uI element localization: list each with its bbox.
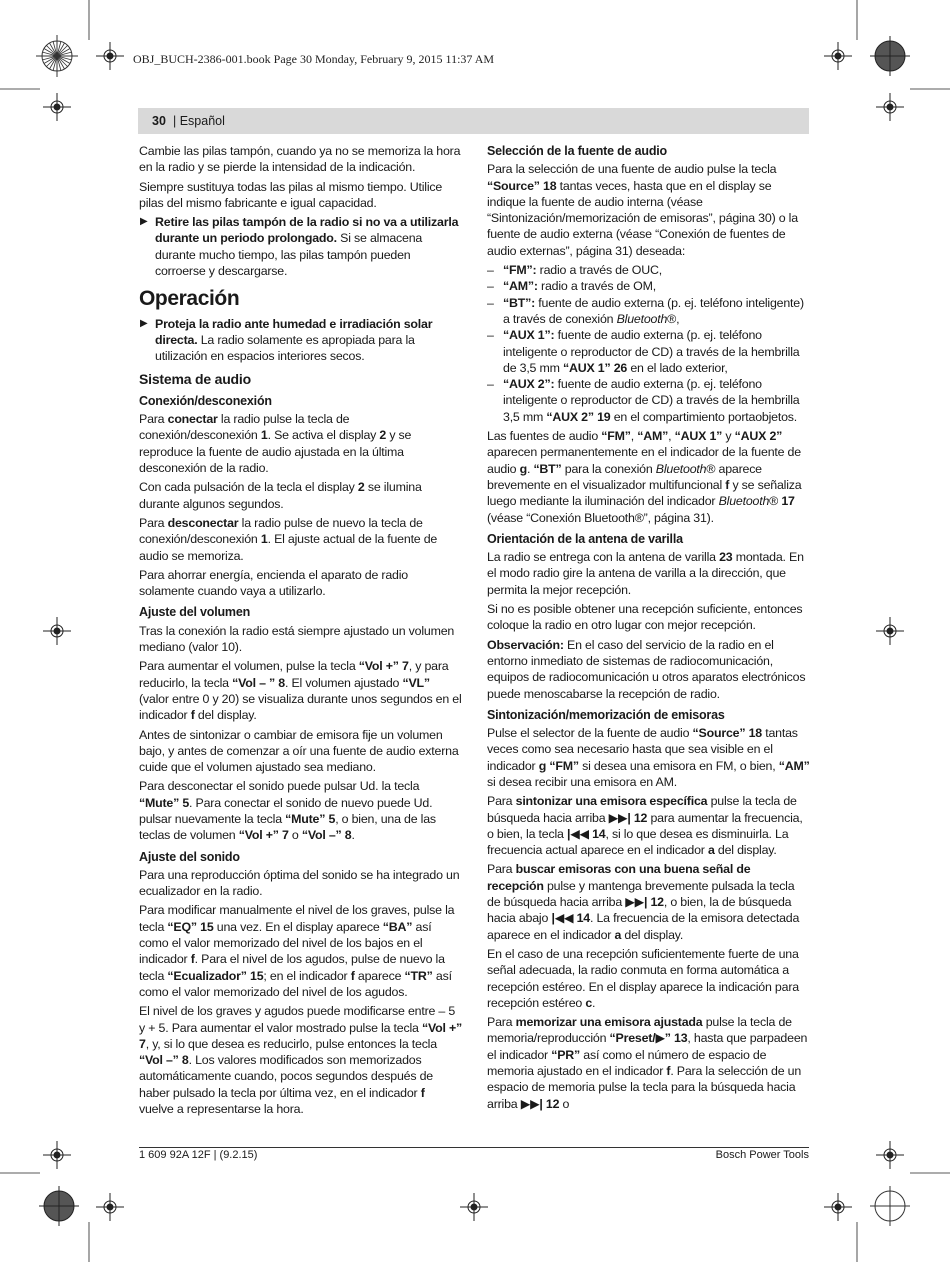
paragraph: Cambie las pilas tampón, cuando ya no se memoriza la hora en la radio y se pierde la intensidad de la indicación.	[139, 144, 461, 175]
paragraph: Para desconectar la radio pulse de nuevo la tecla de conexión/desconexión 1. El ajuste actual de la fuente de audio se memoriza.	[139, 515, 438, 563]
paragraph: Para ahorrar energía, encienda el aparato de radio solamente cuando vaya a utilizarlo.	[139, 567, 408, 599]
paragraph: Antes de sintonizar o cambiar de emisora fije un volumen bajo, y antes de comenzar a oír una fuente de audio externa cuide que el volumen ajustado sea mediano.	[139, 727, 459, 775]
warning-item	[139, 316, 462, 365]
list-item: – “AUX 1”: fuente de audio externa (p. ej. teléfono inteligente o reproductor de CD) a través de la hembrilla de 3,5 mm “AUX 1” 26 en el lado exterior,	[487, 328, 800, 375]
registration-rosette	[870, 1186, 910, 1226]
print-slug: OBJ_BUCH-2386-001.book Page 30 Monday, February 9, 2015 11:37 AM	[133, 52, 495, 66]
footer-brand: Bosch Power Tools	[715, 1149, 809, 1161]
topic-heading: Conexión/desconexión	[139, 393, 272, 408]
triangle-bullet-icon: ▶	[140, 216, 148, 228]
list-item: – “AUX 2”: fuente de audio externa (p. ej. teléfono inteligente o reproductor de CD) a través de la hembrilla 3,5 mm “AUX 2” 19 en el compartimiento portaobjetos.	[487, 377, 800, 424]
topic-heading: Sintonización/memorización de emisoras	[487, 707, 725, 722]
subsection-heading: Sistema de audio	[139, 370, 251, 387]
paragraph: En el caso de una recepción suficientemente fuerte de una señal adecuada, la radio conmuta en forma automática a recepción estéreo. En el display aparece la indicación para recepción estéreo c.	[487, 946, 799, 1010]
paragraph: Siempre sustituya todas las pilas al mismo tiempo. Utilice pilas del mismo fabricante e igual capacidad.	[139, 179, 443, 210]
paragraph: Para una reproducción óptima del sonido se ha integrado un ecualizador en la radio.	[139, 867, 460, 899]
paragraph: El nivel de los graves y agudos puede modificarse entre – 5 y + 5. Para aumentar el valor mostrado pulse la tecla “Vol +” 7, y, si lo que desea es reducirlo, pulse entonces la tecla “Vol –” 8. Los valores modificados son memorizados automáticamente cuando, pocos segundos después de haber pulsado la tecla por última vez, en el indicador f vuelve a representarse la hora.	[139, 1004, 462, 1117]
paragraph: Si no es posible obtener una recepción suficiente, entonces coloque la radio en otro lugar con mejor recepción.	[487, 602, 803, 633]
section-language: | Español	[173, 114, 225, 128]
warning-item	[139, 214, 462, 279]
warning-bold: Retire las pilas tampón de la radio si no va a utilizarla durante un periodo prolongado.	[155, 215, 459, 246]
registration-rosette	[36, 35, 78, 77]
page-header	[138, 108, 809, 134]
paragraph: Las fuentes de audio “FM”, “AM”, “AUX 1” y “AUX 2” aparecen permanentemente en el indicador de la fuente de audio g. “BT” para la conexión Bluetooth® aparece brevemente en el visualizador multifuncional f y se señaliza luego mediante la iluminación del indicador Bluetooth® 17 (véase “Conexión Bluetooth®”, página 31).	[487, 429, 802, 525]
triangle-bullet-icon: ▶	[140, 317, 148, 329]
warning-text: La radio solamente es apropiada para la utilización en espacios interiores secos.	[155, 332, 415, 364]
paragraph: Para desconectar el sonido puede pulsar Ud. la tecla “Mute” 5. Para conectar el sonido de nuevo puede Ud. pulsar nuevamente la tecla “Mute” 5, o bien, una de las teclas de volumen “Vol +” 7 o “Vol –” 8.	[139, 779, 436, 843]
footer-doc-number: 1 609 92A 12F | (9.2.15)	[139, 1149, 258, 1161]
registration-rosette	[39, 1186, 79, 1226]
paragraph: La radio se entrega con la antena de varilla 23 montada. En el modo radio gire la antena de varilla a la dirección, que permita la mejor recepción.	[487, 550, 804, 597]
paragraph: Observación: En el caso del servicio de la radio en el entorno inmediato de sistemas de radiocomunicación, equipos de radiocomunicación u otros aparatos electrónicos puede menoscabarse la recepción de radio.	[487, 637, 806, 701]
paragraph: Pulse el selector de la fuente de audio “Source” 18 tantas veces como sea necesario hasta que sea visible en el indicador g “FM” si desea una emisora en FM, o bien, “AM” si desea recibir una emisora en AM.	[487, 726, 810, 789]
list-item: – “FM”: radio a través de OUC,	[487, 263, 662, 278]
paragraph: Para aumentar el volumen, pulse la tecla “Vol +” 7, y para reducirlo, la tecla “Vol – ” 8. El volumen ajustado “VL” (valor entre 0 y 20) se visualiza durante unos segundos en el indicador f del display.	[139, 659, 462, 723]
list-item: – “AM”: radio a través de OM,	[487, 279, 656, 294]
right-column	[487, 143, 810, 1115]
warning-text: Si se almacena durante mucho tiempo, las pilas tampón pueden corroerse y descargarse.	[155, 231, 423, 279]
topic-heading: Selección de la fuente de audio	[487, 144, 667, 158]
paragraph: Para sintonizar una emisora específica pulse la tecla de búsqueda hacia arriba ▶▶| 12 para aumentar la frecuencia, o bien, la tecla |◀◀ 14, si lo que desea es disminuirla. La frecuencia actual aparece en el indicador a del display.	[487, 794, 803, 858]
page-number: 30	[152, 114, 166, 128]
paragraph: Para modificar manualmente el nivel de los graves, pulse la tecla “EQ” 15 una vez. En el display aparece “BA” así como el valor memorizado del nivel de los bajos en el indicador f. Para el nivel de los agudos, pulse de nuevo la tecla “Ecualizador” 15; en el indicador f aparece “TR” así como el valor memorizado del nivel de los agudos.	[139, 903, 455, 999]
topic-heading: Orientación de la antena de varilla	[487, 531, 683, 546]
section-heading: Operación	[139, 287, 240, 311]
paragraph: Para buscar emisoras con una buena señal de recepción pulse y mantenga brevemente pulsada la tecla de búsqueda hacia arriba ▶▶| 12, o bien, la de búsqueda hacia abajo |◀◀ 14. La frecuencia de la emisora detectada aparece en el indicador a del display.	[487, 862, 800, 942]
list-item: – “BT”: fuente de audio externa (p. ej. teléfono inteligente) a través de conexión Bluetooth®,	[487, 295, 804, 326]
footer-rule	[139, 1147, 809, 1148]
paragraph: Tras la conexión la radio está siempre ajustado un volumen mediano (valor 10).	[139, 623, 455, 655]
topic-heading: Ajuste del volumen	[139, 605, 251, 620]
left-column	[139, 143, 462, 1120]
topic-heading: Ajuste del sonido	[139, 849, 240, 864]
registration-rosette	[870, 36, 910, 76]
paragraph: Para conectar la radio pulse la tecla de conexión/desconexión 1. Se activa el display 2 y se reproduce la fuente de audio ajustada en la última desconexión de la radio.	[139, 412, 412, 476]
paragraph: Para memorizar una emisora ajustada pulse la tecla de memoria/reproducción “Preset/▶” 13, hasta que parpadeen el indicador “PR” así como el número de espacio de memoria ajustado en el indicador f. Para la selección de un espacio de memoria pulse la tecla para la búsqueda hacia arriba ▶▶| 12 o	[487, 1015, 808, 1111]
paragraph: Para la selección de una fuente de audio pulse la tecla “Source” 18 tantas veces, hasta que en el display se indique la fuente de audio interna (véase “Sintonización/memorización de emisoras”, página 30) o la fuente de audio externa (véase “Conexión de fuentes de audio externas”, página 31) deseada:	[487, 162, 798, 258]
paragraph: Con cada pulsación de la tecla el display 2 se ilumina durante algunos segundos.	[139, 480, 422, 511]
warning-bold: Proteja la radio ante humedad e irradiación solar directa.	[155, 316, 433, 347]
